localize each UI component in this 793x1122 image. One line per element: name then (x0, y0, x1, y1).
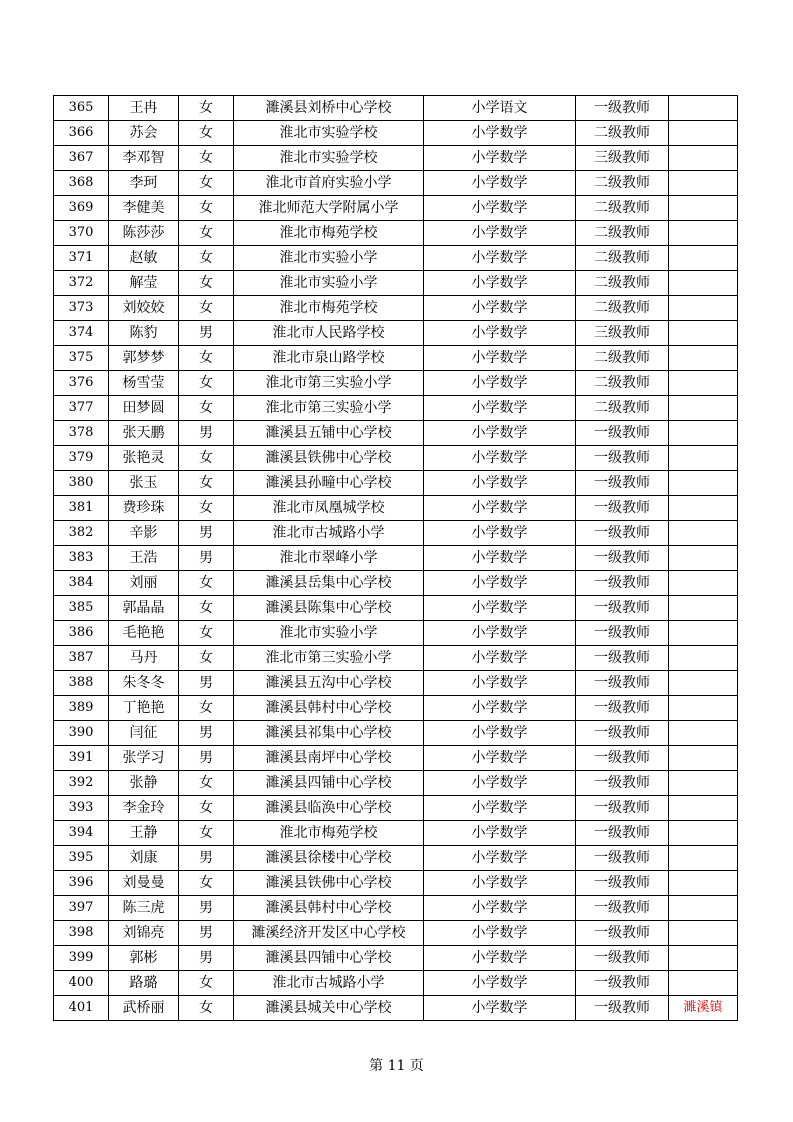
title-cell: 一级教师 (576, 621, 669, 646)
note-cell (669, 721, 738, 746)
serial-number-cell: 386 (54, 621, 109, 646)
name-cell: 刘曼曼 (109, 871, 179, 896)
name-cell: 闫征 (109, 721, 179, 746)
serial-number-cell: 371 (54, 246, 109, 271)
table-row (54, 846, 738, 871)
table-row (54, 246, 738, 271)
subject-cell: 小学数学 (424, 246, 576, 271)
subject-cell: 小学数学 (424, 946, 576, 971)
gender-cell: 男 (179, 921, 234, 946)
serial-number-cell: 373 (54, 296, 109, 321)
name-cell: 刘康 (109, 846, 179, 871)
school-cell: 濉溪县徐楼中心学校 (234, 846, 424, 871)
subject-cell: 小学数学 (424, 621, 576, 646)
serial-number-cell: 400 (54, 971, 109, 996)
school-cell: 淮北市梅苑学校 (234, 821, 424, 846)
serial-number-cell: 392 (54, 771, 109, 796)
subject-cell: 小学数学 (424, 721, 576, 746)
title-cell: 一级教师 (576, 771, 669, 796)
subject-cell: 小学数学 (424, 521, 576, 546)
title-cell: 一级教师 (576, 796, 669, 821)
title-cell: 二级教师 (576, 346, 669, 371)
gender-cell: 女 (179, 646, 234, 671)
serial-number-cell: 384 (54, 571, 109, 596)
name-cell: 张学习 (109, 746, 179, 771)
title-cell: 一级教师 (576, 921, 669, 946)
title-cell: 一级教师 (576, 496, 669, 521)
serial-number-cell: 396 (54, 871, 109, 896)
school-cell: 淮北市实验小学 (234, 271, 424, 296)
title-cell: 三级教师 (576, 321, 669, 346)
note-cell (669, 296, 738, 321)
serial-number-cell: 372 (54, 271, 109, 296)
table-row (54, 346, 738, 371)
gender-cell: 女 (179, 346, 234, 371)
table-row (54, 121, 738, 146)
serial-number-cell: 378 (54, 421, 109, 446)
table-row (54, 471, 738, 496)
serial-number-cell: 380 (54, 471, 109, 496)
name-cell: 陈莎莎 (109, 221, 179, 246)
gender-cell: 女 (179, 121, 234, 146)
gender-cell: 女 (179, 621, 234, 646)
subject-cell: 小学数学 (424, 346, 576, 371)
name-cell: 田梦圆 (109, 396, 179, 421)
table-row (54, 271, 738, 296)
name-cell: 郭晶晶 (109, 596, 179, 621)
gender-cell: 女 (179, 271, 234, 296)
gender-cell: 女 (179, 371, 234, 396)
name-cell: 陈三虎 (109, 896, 179, 921)
serial-number-cell: 370 (54, 221, 109, 246)
note-cell (669, 671, 738, 696)
title-cell: 二级教师 (576, 121, 669, 146)
note-cell (669, 571, 738, 596)
title-cell: 一级教师 (576, 421, 669, 446)
gender-cell: 女 (179, 96, 234, 121)
title-cell: 一级教师 (576, 546, 669, 571)
name-cell: 张静 (109, 771, 179, 796)
serial-number-cell: 374 (54, 321, 109, 346)
table-row (54, 746, 738, 771)
gender-cell: 男 (179, 721, 234, 746)
name-cell: 张玉 (109, 471, 179, 496)
subject-cell: 小学数学 (424, 971, 576, 996)
title-cell: 二级教师 (576, 271, 669, 296)
table-row (54, 821, 738, 846)
school-cell: 淮北市第三实验小学 (234, 646, 424, 671)
serial-number-cell: 369 (54, 196, 109, 221)
school-cell: 濉溪县刘桥中心学校 (234, 96, 424, 121)
page-number: 第 11 页 (369, 1058, 424, 1074)
name-cell: 郭梦梦 (109, 346, 179, 371)
serial-number-cell: 394 (54, 821, 109, 846)
serial-number-cell: 393 (54, 796, 109, 821)
school-cell: 淮北师范大学附属小学 (234, 196, 424, 221)
title-cell: 一级教师 (576, 521, 669, 546)
gender-cell: 女 (179, 696, 234, 721)
gender-cell: 男 (179, 896, 234, 921)
subject-cell: 小学数学 (424, 446, 576, 471)
gender-cell: 男 (179, 321, 234, 346)
name-cell: 陈豹 (109, 321, 179, 346)
note-cell (669, 421, 738, 446)
gender-cell: 女 (179, 871, 234, 896)
serial-number-cell: 366 (54, 121, 109, 146)
serial-number-cell: 381 (54, 496, 109, 521)
name-cell: 杨雪莹 (109, 371, 179, 396)
school-cell: 濉溪县韩村中心学校 (234, 696, 424, 721)
school-cell: 濉溪县五沟中心学校 (234, 671, 424, 696)
table-row (54, 171, 738, 196)
table-row (54, 221, 738, 246)
name-cell: 李健美 (109, 196, 179, 221)
title-cell: 一级教师 (576, 696, 669, 721)
table-row (54, 646, 738, 671)
serial-number-cell: 383 (54, 546, 109, 571)
table-row (54, 696, 738, 721)
school-cell: 淮北市首府实验小学 (234, 171, 424, 196)
subject-cell: 小学数学 (424, 121, 576, 146)
title-cell: 一级教师 (576, 746, 669, 771)
gender-cell: 女 (179, 596, 234, 621)
note-cell (669, 546, 738, 571)
note-cell (669, 96, 738, 121)
title-cell: 二级教师 (576, 396, 669, 421)
subject-cell: 小学数学 (424, 146, 576, 171)
gender-cell: 男 (179, 846, 234, 871)
school-cell: 淮北市梅苑学校 (234, 296, 424, 321)
school-cell: 淮北市实验学校 (234, 121, 424, 146)
subject-cell: 小学数学 (424, 846, 576, 871)
table-row (54, 796, 738, 821)
school-cell: 淮北市翠峰小学 (234, 546, 424, 571)
gender-cell: 男 (179, 546, 234, 571)
serial-number-cell: 382 (54, 521, 109, 546)
gender-cell: 女 (179, 971, 234, 996)
school-cell: 淮北市第三实验小学 (234, 396, 424, 421)
title-cell: 一级教师 (576, 946, 669, 971)
school-cell: 淮北市梅苑学校 (234, 221, 424, 246)
note-cell (669, 221, 738, 246)
note-cell (669, 246, 738, 271)
table-row (54, 371, 738, 396)
school-cell: 濉溪县四铺中心学校 (234, 771, 424, 796)
school-cell: 濉溪县临涣中心学校 (234, 796, 424, 821)
name-cell: 毛艳艳 (109, 621, 179, 646)
table-row (54, 96, 738, 121)
subject-cell: 小学数学 (424, 746, 576, 771)
subject-cell: 小学数学 (424, 596, 576, 621)
table-row (54, 971, 738, 996)
title-cell: 一级教师 (576, 571, 669, 596)
table-row (54, 571, 738, 596)
subject-cell: 小学数学 (424, 371, 576, 396)
name-cell: 李邓智 (109, 146, 179, 171)
gender-cell: 男 (179, 746, 234, 771)
subject-cell: 小学数学 (424, 696, 576, 721)
school-cell: 濉溪县五铺中心学校 (234, 421, 424, 446)
title-cell: 二级教师 (576, 221, 669, 246)
gender-cell: 女 (179, 221, 234, 246)
subject-cell: 小学数学 (424, 271, 576, 296)
note-cell (669, 821, 738, 846)
note-cell (669, 646, 738, 671)
serial-number-cell: 389 (54, 696, 109, 721)
table-row (54, 196, 738, 221)
subject-cell: 小学数学 (424, 646, 576, 671)
serial-number-cell: 376 (54, 371, 109, 396)
gender-cell: 男 (179, 521, 234, 546)
name-cell: 王冉 (109, 96, 179, 121)
note-cell (669, 871, 738, 896)
subject-cell: 小学数学 (424, 921, 576, 946)
serial-number-cell: 387 (54, 646, 109, 671)
subject-cell: 小学数学 (424, 571, 576, 596)
subject-cell: 小学数学 (424, 471, 576, 496)
serial-number-cell: 390 (54, 721, 109, 746)
name-cell: 郭彬 (109, 946, 179, 971)
note-cell (669, 521, 738, 546)
serial-number-cell: 385 (54, 596, 109, 621)
serial-number-cell: 377 (54, 396, 109, 421)
note-cell (669, 621, 738, 646)
subject-cell: 小学语文 (424, 96, 576, 121)
name-cell: 武桥丽 (109, 996, 179, 1021)
title-cell: 一级教师 (576, 446, 669, 471)
title-cell: 一级教师 (576, 96, 669, 121)
title-cell: 一级教师 (576, 671, 669, 696)
serial-number-cell: 399 (54, 946, 109, 971)
serial-number-cell: 368 (54, 171, 109, 196)
note-cell (669, 121, 738, 146)
note-cell (669, 971, 738, 996)
title-cell: 二级教师 (576, 246, 669, 271)
subject-cell: 小学数学 (424, 896, 576, 921)
subject-cell: 小学数学 (424, 196, 576, 221)
school-cell: 濉溪县陈集中心学校 (234, 596, 424, 621)
school-cell: 濉溪县韩村中心学校 (234, 896, 424, 921)
school-cell: 濉溪县南坪中心学校 (234, 746, 424, 771)
table-row (54, 621, 738, 646)
gender-cell: 女 (179, 296, 234, 321)
title-cell: 一级教师 (576, 821, 669, 846)
title-cell: 二级教师 (576, 371, 669, 396)
name-cell: 苏会 (109, 121, 179, 146)
gender-cell: 女 (179, 571, 234, 596)
school-cell: 濉溪县岳集中心学校 (234, 571, 424, 596)
title-cell: 三级教师 (576, 146, 669, 171)
serial-number-cell: 401 (54, 996, 109, 1021)
table-row (54, 521, 738, 546)
title-cell: 一级教师 (576, 896, 669, 921)
note-cell (669, 896, 738, 921)
note-cell (669, 196, 738, 221)
table-row (54, 671, 738, 696)
name-cell: 刘锦亮 (109, 921, 179, 946)
name-cell: 解莹 (109, 271, 179, 296)
table-row (54, 996, 738, 1021)
school-cell: 濉溪县城关中心学校 (234, 996, 424, 1021)
table-row (54, 871, 738, 896)
note-cell (669, 471, 738, 496)
gender-cell: 女 (179, 196, 234, 221)
school-cell: 淮北市人民路学校 (234, 321, 424, 346)
serial-number-cell: 379 (54, 446, 109, 471)
subject-cell: 小学数学 (424, 221, 576, 246)
subject-cell: 小学数学 (424, 296, 576, 321)
table-body (54, 96, 738, 1021)
subject-cell: 小学数学 (424, 496, 576, 521)
serial-number-cell: 365 (54, 96, 109, 121)
subject-cell: 小学数学 (424, 546, 576, 571)
name-cell: 朱冬冬 (109, 671, 179, 696)
gender-cell: 女 (179, 496, 234, 521)
serial-number-cell: 375 (54, 346, 109, 371)
note-cell (669, 796, 738, 821)
school-cell: 淮北市泉山路学校 (234, 346, 424, 371)
school-cell: 濉溪县祁集中心学校 (234, 721, 424, 746)
teacher-list-table (53, 95, 738, 1021)
school-cell: 淮北市实验小学 (234, 246, 424, 271)
title-cell: 一级教师 (576, 871, 669, 896)
subject-cell: 小学数学 (424, 771, 576, 796)
note-cell (669, 496, 738, 521)
table-row (54, 146, 738, 171)
school-cell: 淮北市第三实验小学 (234, 371, 424, 396)
serial-number-cell: 367 (54, 146, 109, 171)
note-cell (669, 946, 738, 971)
note-cell (669, 771, 738, 796)
school-cell: 濉溪县铁佛中心学校 (234, 871, 424, 896)
title-cell: 一级教师 (576, 971, 669, 996)
table-row (54, 921, 738, 946)
name-cell: 赵敏 (109, 246, 179, 271)
table-row (54, 721, 738, 746)
gender-cell: 女 (179, 171, 234, 196)
table-row (54, 396, 738, 421)
name-cell: 辛影 (109, 521, 179, 546)
school-cell: 濉溪县铁佛中心学校 (234, 446, 424, 471)
gender-cell: 女 (179, 996, 234, 1021)
note-cell (669, 846, 738, 871)
title-cell: 二级教师 (576, 171, 669, 196)
subject-cell: 小学数学 (424, 396, 576, 421)
gender-cell: 女 (179, 471, 234, 496)
title-cell: 一级教师 (576, 471, 669, 496)
title-cell: 一级教师 (576, 646, 669, 671)
school-cell: 淮北市古城路小学 (234, 971, 424, 996)
gender-cell: 男 (179, 671, 234, 696)
note-cell (669, 146, 738, 171)
subject-cell: 小学数学 (424, 321, 576, 346)
school-cell: 淮北市实验小学 (234, 621, 424, 646)
school-cell: 淮北市古城路小学 (234, 521, 424, 546)
title-cell: 一级教师 (576, 721, 669, 746)
subject-cell: 小学数学 (424, 421, 576, 446)
gender-cell: 女 (179, 771, 234, 796)
name-cell: 王静 (109, 821, 179, 846)
title-cell: 二级教师 (576, 296, 669, 321)
table-row (54, 446, 738, 471)
name-cell: 刘丽 (109, 571, 179, 596)
name-cell: 张天鹏 (109, 421, 179, 446)
title-cell: 一级教师 (576, 846, 669, 871)
name-cell: 张艳灵 (109, 446, 179, 471)
serial-number-cell: 398 (54, 921, 109, 946)
note-cell (669, 371, 738, 396)
subject-cell: 小学数学 (424, 821, 576, 846)
note-cell (669, 346, 738, 371)
name-cell: 路璐 (109, 971, 179, 996)
title-cell: 二级教师 (576, 196, 669, 221)
table-row (54, 596, 738, 621)
table-row (54, 421, 738, 446)
subject-cell: 小学数学 (424, 796, 576, 821)
gender-cell: 女 (179, 796, 234, 821)
gender-cell: 女 (179, 396, 234, 421)
table-row (54, 496, 738, 521)
note-cell (669, 696, 738, 721)
table-row (54, 546, 738, 571)
table-row (54, 321, 738, 346)
note-cell (669, 271, 738, 296)
name-cell: 丁艳艳 (109, 696, 179, 721)
gender-cell: 男 (179, 421, 234, 446)
gender-cell: 女 (179, 446, 234, 471)
title-cell: 一级教师 (576, 596, 669, 621)
gender-cell: 男 (179, 946, 234, 971)
school-cell: 濉溪经济开发区中心学校 (234, 921, 424, 946)
table-row (54, 296, 738, 321)
note-cell (669, 171, 738, 196)
subject-cell: 小学数学 (424, 671, 576, 696)
serial-number-cell: 388 (54, 671, 109, 696)
gender-cell: 女 (179, 821, 234, 846)
name-cell: 费珍珠 (109, 496, 179, 521)
serial-number-cell: 397 (54, 896, 109, 921)
table-row (54, 896, 738, 921)
name-cell: 李珂 (109, 171, 179, 196)
name-cell: 李金玲 (109, 796, 179, 821)
serial-number-cell: 395 (54, 846, 109, 871)
note-cell (669, 321, 738, 346)
subject-cell: 小学数学 (424, 871, 576, 896)
title-cell: 一级教师 (576, 996, 669, 1021)
school-cell: 濉溪县孙疃中心学校 (234, 471, 424, 496)
note-cell (669, 746, 738, 771)
note-cell: 濉溪镇 (669, 996, 738, 1021)
gender-cell: 女 (179, 246, 234, 271)
note-cell (669, 396, 738, 421)
school-cell: 濉溪县四铺中心学校 (234, 946, 424, 971)
school-cell: 淮北市凤凰城学校 (234, 496, 424, 521)
subject-cell: 小学数学 (424, 996, 576, 1021)
table-row (54, 946, 738, 971)
name-cell: 马丹 (109, 646, 179, 671)
note-cell (669, 596, 738, 621)
school-cell: 淮北市实验学校 (234, 146, 424, 171)
name-cell: 刘姣姣 (109, 296, 179, 321)
name-cell: 王浩 (109, 546, 179, 571)
table-row (54, 771, 738, 796)
note-cell (669, 921, 738, 946)
note-cell (669, 446, 738, 471)
subject-cell: 小学数学 (424, 171, 576, 196)
serial-number-cell: 391 (54, 746, 109, 771)
gender-cell: 女 (179, 146, 234, 171)
